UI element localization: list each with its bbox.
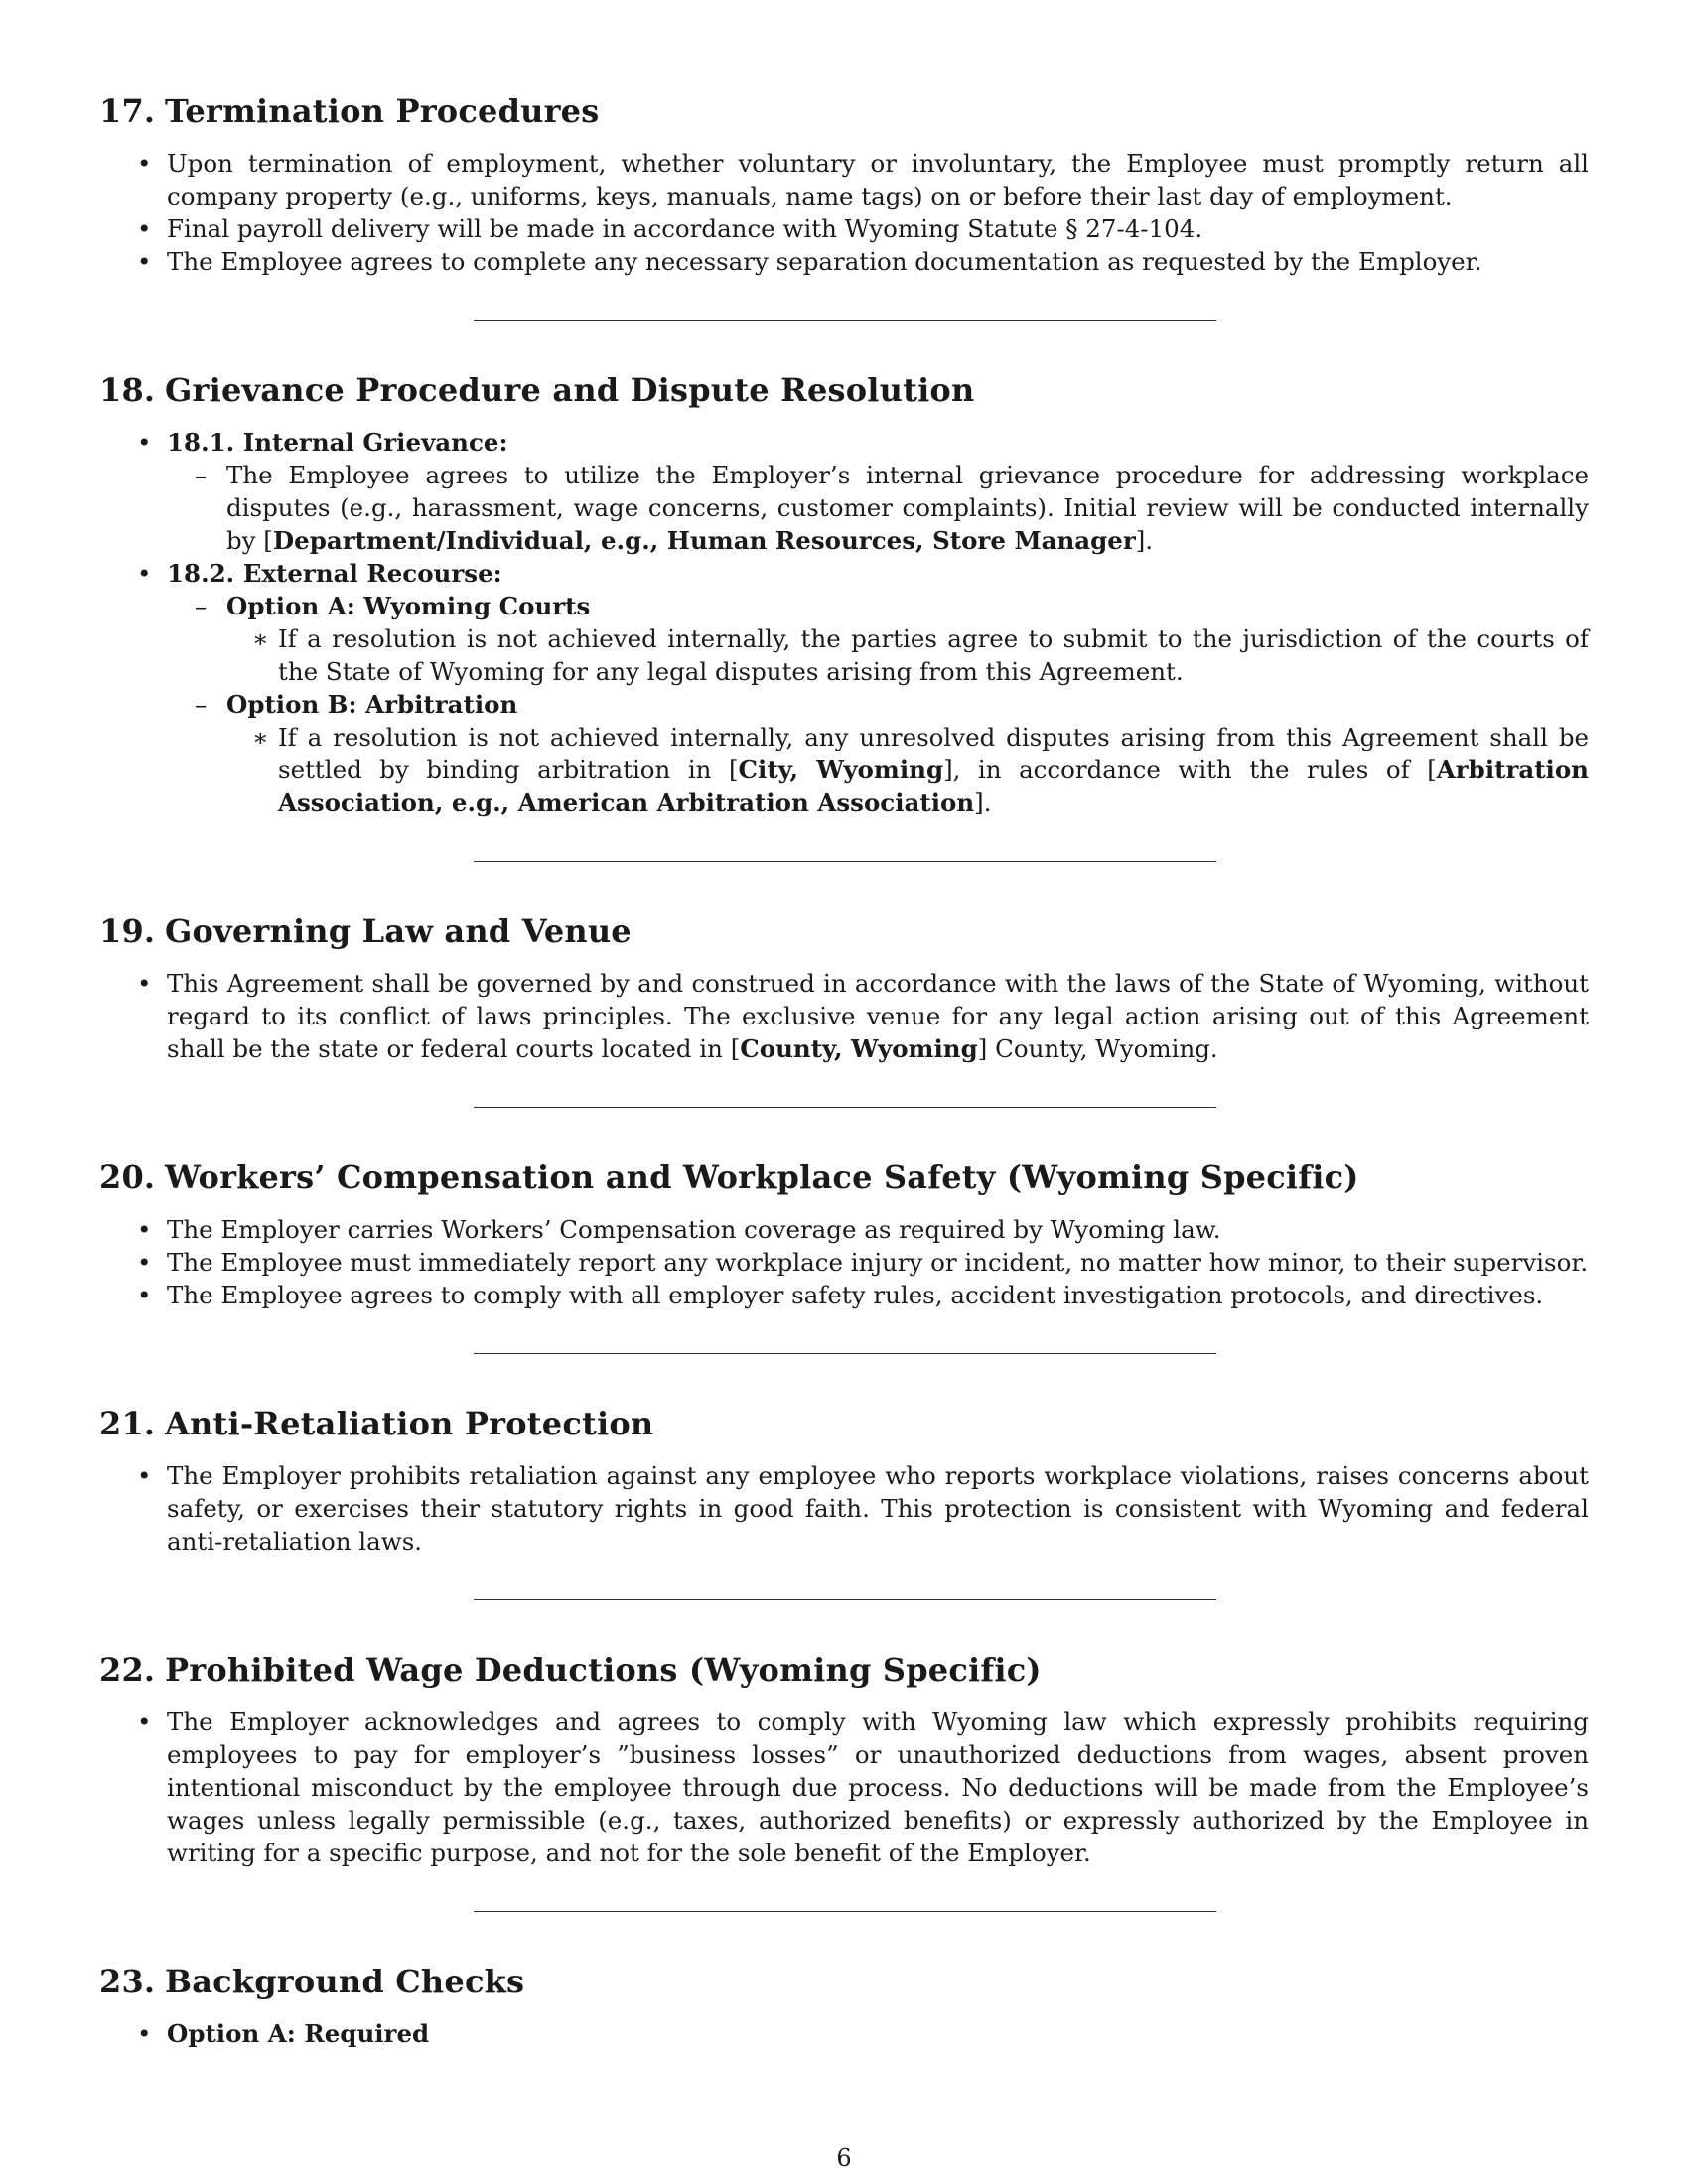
list-item: ∗ If a resolution is not achieved internally, the parties agree to submit to the jurisdiction of the courts of the State of Wyoming for any legal disputes arising from this Agreement.: [226, 622, 1589, 688]
page-number: 6: [836, 2144, 852, 2172]
list-item: • The Employee must immediately report any workplace injury or incident, no matter how minor, to their supervisor.: [99, 1246, 1589, 1279]
list-item: • The Employer carries Workers’ Compensation coverage as required by Wyoming law.: [99, 1213, 1589, 1246]
section-17: [99, 91, 1589, 278]
section-heading: 19. Governing Law and Venue: [99, 912, 632, 950]
list-item: • This Agreement shall be governed by and construed in accordance with the laws of the State of Wyoming, without regard to its conflict of laws principles. The exclusive venue for any legal action arising out of this Agreement shall be the state or federal courts located in [County, Wyoming] County, Wyoming.: [99, 967, 1589, 1065]
list-item: [99, 426, 1589, 557]
list-item: • The Employee agrees to complete any necessary separation documentation as requested by the Employer.: [99, 245, 1589, 278]
list-item: • Upon termination of employment, whether voluntary or involuntary, the Employee must promptly return all company property (e.g., uniforms, keys, manuals, name tags) on or before their last day of employment.: [99, 147, 1589, 212]
list-item: [167, 688, 1589, 819]
section-divider: [474, 1107, 1216, 1108]
option-label: Option A: Wyoming Courts: [226, 592, 591, 620]
list-item: [99, 2017, 1589, 2050]
section-heading: 20. Workers’ Compensation and Workplace Safety (Wyoming Specific): [99, 1159, 1359, 1196]
section-19: [99, 911, 1589, 1065]
list-item: [99, 557, 1589, 819]
section-heading: 17. Termination Procedures: [99, 92, 600, 130]
section-18: [99, 370, 1589, 819]
section-heading: 21. Anti-Retaliation Protection: [99, 1405, 654, 1442]
list-item: • Final payroll delivery will be made in accordance with Wyoming Statute § 27-4-104.: [99, 212, 1589, 245]
subsection-label: 18.1. Internal Grievance:: [167, 428, 508, 457]
section-21: [99, 1404, 1589, 1558]
section-22: [99, 1650, 1589, 1869]
section-divider: [474, 1911, 1216, 1912]
section-divider: [474, 320, 1216, 321]
list-item: ∗ If a resolution is not achieved internally, any unresolved disputes arising from this Agreement shall be settled by binding arbitration in [City, Wyoming], in accordance with the rules of [Arbitration Association, e.g., American Arbitration Association].: [226, 721, 1589, 819]
section-divider: [474, 1599, 1216, 1600]
option-label: Option B: Arbitration: [226, 690, 518, 719]
list-item: • The Employee agrees to comply with all employer safety rules, accident investigation protocols, and directives.: [99, 1279, 1589, 1311]
section-divider: [474, 861, 1216, 862]
section-23: [99, 1962, 1589, 2050]
section-heading: 23. Background Checks: [99, 1963, 525, 2000]
option-label: Option A: Required: [167, 2019, 430, 2048]
section-divider: [474, 1353, 1216, 1354]
list-item: – The Employee agrees to utilize the Employer’s internal grievance procedure for addressing workplace disputes (e.g., harassment, wage concerns, customer complaints). Initial review will be conducted internally by [Department/Individual, e.g., Human Resources, Store Manager].: [167, 459, 1589, 557]
section-20: [99, 1158, 1589, 1311]
subsection-label: 18.2. External Recourse:: [167, 559, 502, 588]
document-page: [99, 91, 1589, 2050]
list-item: • The Employer prohibits retaliation against any employee who reports workplace violations, raises concerns about safety, or exercises their statutory rights in good faith. This protection is consistent with Wyoming and federal anti-retaliation laws.: [99, 1459, 1589, 1558]
list-item: [167, 590, 1589, 688]
list-item: • The Employer acknowledges and agrees to comply with Wyoming law which expressly prohibits requiring employees to pay for employer’s ”business losses” or unauthorized deductions from wages, absent proven intentional misconduct by the employee through due process. No deductions will be made from the Employee’s wages unless legally permissible (e.g., taxes, authorized benefits) or expressly authorized by the Employee in writing for a specific purpose, and not for the sole benefit of the Employer.: [99, 1706, 1589, 1869]
section-heading: 22. Prohibited Wage Deductions (Wyoming Specific): [99, 1651, 1042, 1689]
section-heading: 18. Grievance Procedure and Dispute Resolution: [99, 371, 975, 409]
